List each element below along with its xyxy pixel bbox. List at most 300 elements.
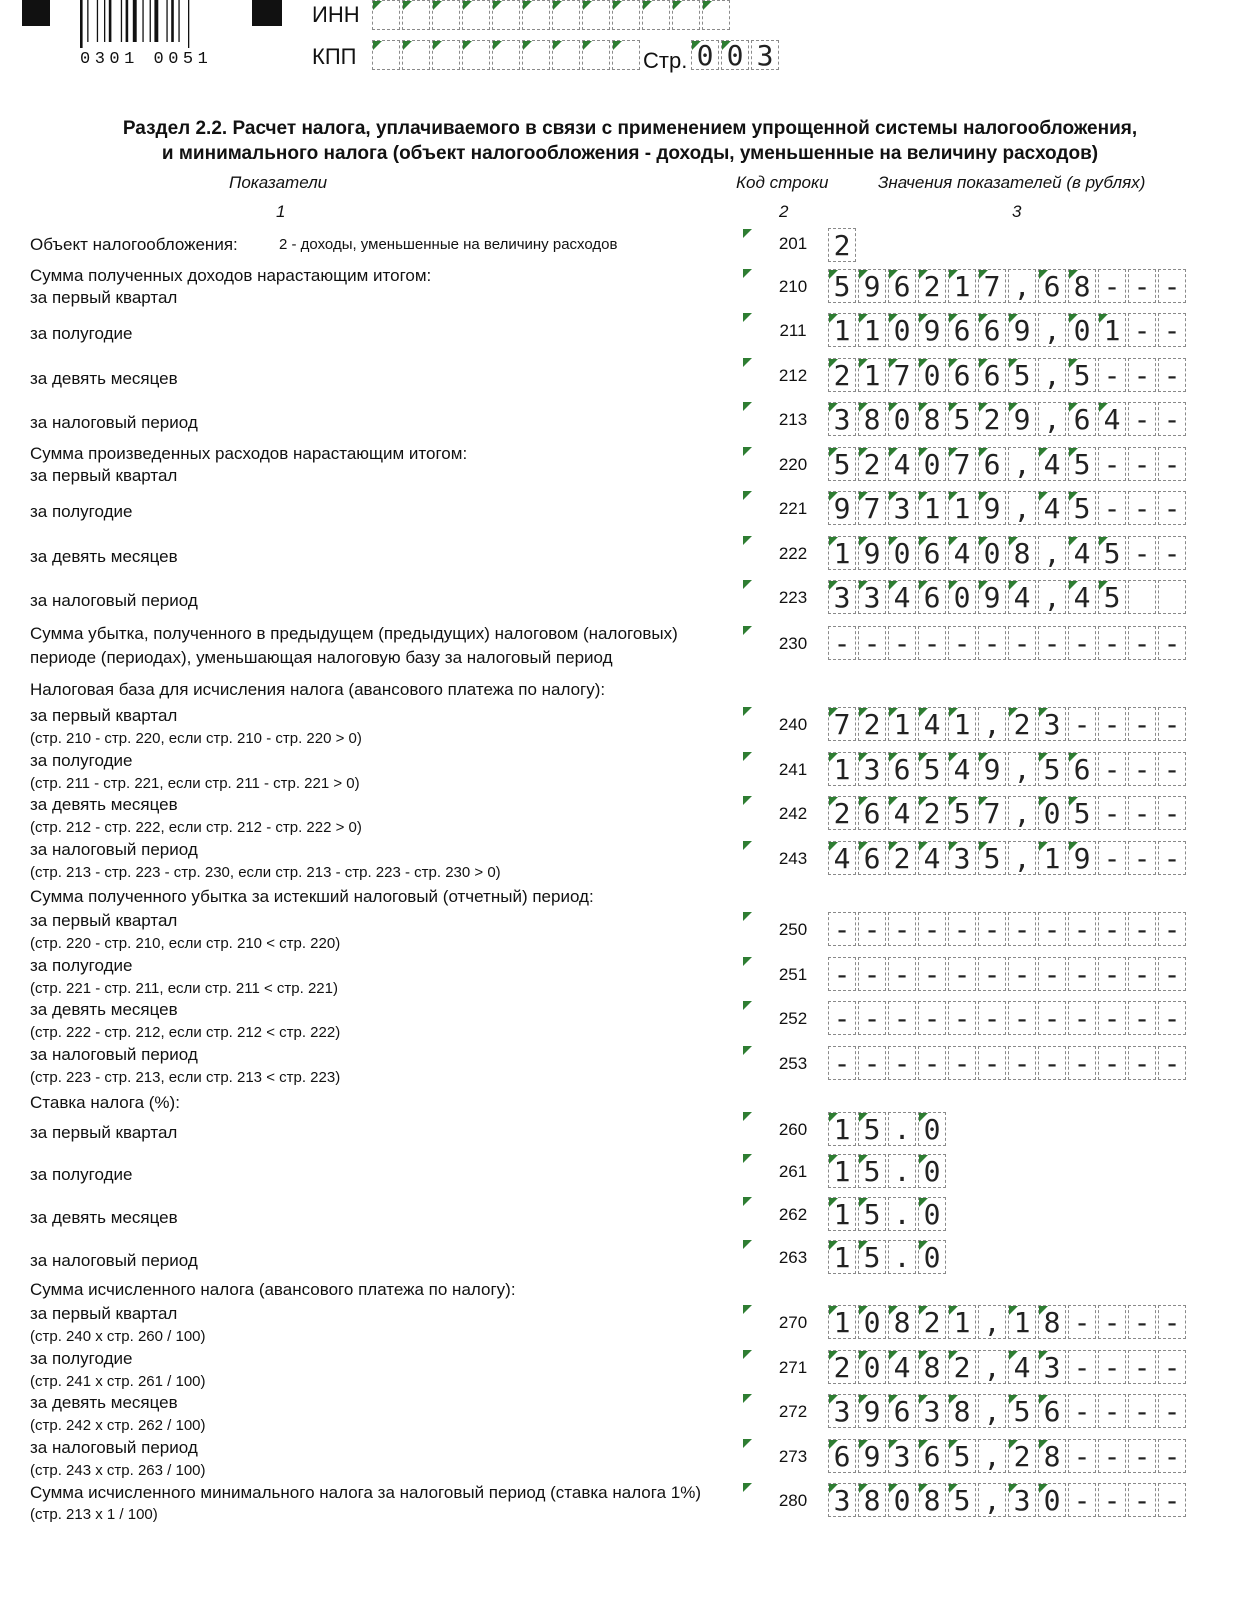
value-cell: - (1008, 957, 1036, 991)
value-cell: - (1128, 841, 1156, 875)
value-cell: 4 (1068, 536, 1096, 570)
row-code-212: 212 (778, 366, 808, 385)
field-marker (743, 1197, 752, 1206)
value-cell: - (1008, 1046, 1036, 1080)
inn-digit-cell (432, 0, 460, 30)
value-cell: 0 (918, 1197, 946, 1231)
value-cell: 8 (888, 1305, 916, 1339)
value-cell: 3 (1038, 1350, 1066, 1384)
value-cell: 0 (918, 358, 946, 392)
group-header-tax-base: Налоговая база для исчисления налога (авансового платежа по налогу): (30, 680, 606, 699)
object-value-field[interactable] (828, 228, 858, 262)
value-cell: - (1098, 1046, 1126, 1080)
row-formula-243: (стр. 213 - стр. 223 - стр. 230, если стр. 213 - стр. 223 - стр. 230 > 0) (30, 864, 501, 881)
value-cell: - (888, 626, 916, 660)
value-cell: 7 (858, 491, 886, 525)
field-marker (743, 796, 752, 805)
row-code-280: 280 (778, 1491, 808, 1510)
value-cell: - (1128, 912, 1156, 946)
value-cell: - (1098, 912, 1126, 946)
value-cell: - (1098, 1394, 1126, 1428)
value-cell: 0 (978, 536, 1006, 570)
value-field-263[interactable] (828, 1240, 948, 1274)
field-marker (743, 536, 752, 545)
value-cell: 5 (1098, 580, 1126, 614)
value-cell: 4 (918, 841, 946, 875)
row-formula-252: (стр. 222 - стр. 212, если стр. 212 < стр. 222) (30, 1024, 341, 1041)
value-cell: 0 (888, 536, 916, 570)
kpp-digit-cell (582, 40, 610, 70)
value-cell: - (1128, 957, 1156, 991)
row-label-253: за налоговый период (30, 1045, 198, 1064)
value-field-210[interactable] (828, 269, 1188, 303)
value-cell: , (1038, 402, 1066, 436)
field-marker (743, 1001, 752, 1010)
row-label-223: за налоговый период (30, 591, 198, 610)
value-cell: 8 (918, 402, 946, 436)
barcode-bar (171, 0, 174, 42)
value-cell: - (1098, 1305, 1126, 1339)
value-cell: - (1158, 447, 1186, 481)
value-cell: 2 (978, 402, 1006, 436)
value-cell: 1 (828, 752, 856, 786)
value-field-223[interactable] (828, 580, 1188, 614)
value-cell: - (978, 1001, 1006, 1035)
value-field-262[interactable] (828, 1197, 948, 1231)
value-cell: - (1128, 536, 1156, 570)
value-cell: - (828, 626, 856, 660)
value-cell: - (1128, 1046, 1156, 1080)
value-cell: 8 (1038, 1439, 1066, 1473)
value-cell: 2 (828, 1350, 856, 1384)
page-digit-cell: 3 (751, 40, 779, 70)
value-cell: 9 (978, 491, 1006, 525)
field-marker (743, 1394, 752, 1403)
row-code-250: 250 (778, 920, 808, 939)
value-cell: 8 (1008, 536, 1036, 570)
group-header-rate: Ставка налога (%): (30, 1093, 180, 1112)
value-cell: 1 (948, 1305, 976, 1339)
value-cell: 3 (1008, 1483, 1036, 1517)
value-field-240[interactable] (828, 707, 1188, 741)
value-field-221[interactable] (828, 491, 1188, 525)
value-cell: 6 (888, 1394, 916, 1428)
value-cell: 5 (1008, 358, 1036, 392)
field-marker (743, 229, 752, 238)
row-code-220: 220 (778, 455, 808, 474)
row-formula-240: (стр. 210 - стр. 220, если стр. 210 - стр. 220 > 0) (30, 730, 362, 747)
row-code-213: 213 (778, 410, 808, 429)
value-field-222[interactable] (828, 536, 1188, 570)
value-cell: - (1158, 1046, 1186, 1080)
value-cell: 5 (978, 841, 1006, 875)
value-cell: - (858, 1001, 886, 1035)
value-cell: - (1008, 626, 1036, 660)
value-cell: - (888, 1001, 916, 1035)
value-cell: - (1128, 1483, 1156, 1517)
inn-digit-cell (372, 0, 400, 30)
page-number-cells (691, 40, 781, 70)
value-cell: 2 (918, 796, 946, 830)
value-cell: 6 (978, 313, 1006, 347)
row-code-271: 271 (778, 1358, 808, 1377)
value-field-220[interactable] (828, 447, 1188, 481)
value-cell: 1 (828, 1305, 856, 1339)
registration-marker-right (252, 0, 282, 26)
value-cell: - (1068, 1001, 1096, 1035)
value-cell: - (1068, 1394, 1096, 1428)
value-cell: 5 (918, 752, 946, 786)
value-cell: 6 (1038, 1394, 1066, 1428)
value-cell: 9 (858, 269, 886, 303)
value-cell: - (1128, 313, 1156, 347)
value-field-271[interactable] (828, 1350, 1188, 1384)
value-cell (1128, 580, 1156, 614)
value-cell: 7 (888, 358, 916, 392)
inn-digit-cell (552, 0, 580, 30)
field-marker (743, 957, 752, 966)
group-header-loss: Сумма полученного убытка за истекший налоговый (отчетный) период: (30, 887, 594, 906)
value-cell: - (1158, 707, 1186, 741)
value-cell: 3 (858, 752, 886, 786)
value-cell: 7 (978, 269, 1006, 303)
value-field-230[interactable] (828, 626, 1188, 660)
row-code-221: 221 (778, 499, 808, 518)
field-marker (743, 841, 752, 850)
inn-digit-cell (702, 0, 730, 30)
value-cell: 3 (918, 1394, 946, 1428)
value-cell: 4 (1008, 580, 1036, 614)
inn-label: ИНН (312, 2, 360, 27)
value-cell: - (1128, 1001, 1156, 1035)
value-cell: - (858, 912, 886, 946)
value-cell: - (1098, 269, 1126, 303)
row-label-260: за первый квартал (30, 1123, 178, 1142)
value-field-260[interactable] (828, 1112, 948, 1146)
field-marker (743, 1112, 752, 1121)
value-cell: 1 (858, 358, 886, 392)
value-cell: - (1128, 447, 1156, 481)
value-cell: , (1038, 580, 1066, 614)
value-cell: 9 (1008, 402, 1036, 436)
field-marker (743, 1240, 752, 1249)
value-cell: 7 (828, 707, 856, 741)
value-cell: 5 (828, 269, 856, 303)
barcode-bar (80, 0, 83, 48)
value-cell: - (948, 1046, 976, 1080)
value-cell: 8 (858, 1483, 886, 1517)
value-cell: , (978, 1439, 1006, 1473)
value-cell: - (1158, 269, 1186, 303)
column-number-2: 2 (779, 202, 789, 221)
value-cell: 2 (918, 269, 946, 303)
value-field-253[interactable] (828, 1046, 1188, 1080)
value-cell: - (1128, 796, 1156, 830)
row-formula-280: (стр. 213 х 1 / 100) (30, 1506, 158, 1523)
value-cell: 4 (948, 536, 976, 570)
row-code-230: 230 (778, 634, 808, 653)
value-cell: , (1008, 491, 1036, 525)
value-cell: , (1038, 536, 1066, 570)
value-cell: - (1158, 402, 1186, 436)
value-field-251[interactable] (828, 957, 1188, 991)
value-cell: - (1068, 1046, 1096, 1080)
value-cell: - (888, 1046, 916, 1080)
row-formula-253: (стр. 223 - стр. 213, если стр. 213 < стр. 223) (30, 1069, 341, 1086)
row-formula-242: (стр. 212 - стр. 222, если стр. 212 - стр. 222 > 0) (30, 819, 362, 836)
row-code-243: 243 (778, 849, 808, 868)
value-cell: 4 (918, 707, 946, 741)
value-cell: 9 (978, 752, 1006, 786)
value-cell: 9 (828, 491, 856, 525)
value-cell: - (1158, 1394, 1186, 1428)
value-cell: - (1128, 269, 1156, 303)
value-cell: 9 (1068, 841, 1096, 875)
value-cell: - (948, 1001, 976, 1035)
value-cell: 6 (1068, 402, 1096, 436)
inn-digit-cell (492, 0, 520, 30)
inn-digit-cell (612, 0, 640, 30)
value-field-213[interactable] (828, 402, 1188, 436)
value-field-280[interactable] (828, 1483, 1188, 1517)
value-cell: 6 (948, 358, 976, 392)
column-header-code: Код строки (736, 173, 829, 192)
value-cell: 2 (948, 1350, 976, 1384)
value-cell: . (888, 1154, 916, 1188)
inn-cells (372, 0, 732, 30)
value-cell: - (918, 1001, 946, 1035)
row-formula-271: (стр. 241 х стр. 261 / 100) (30, 1373, 206, 1390)
inn-digit-cell (462, 0, 490, 30)
value-cell: 1 (828, 536, 856, 570)
value-field-252[interactable] (828, 1001, 1188, 1035)
value-cell: - (1098, 1350, 1126, 1384)
value-cell: - (1098, 841, 1126, 875)
field-marker (743, 447, 752, 456)
page-label: Стр. (643, 48, 688, 73)
value-cell: 2 (858, 707, 886, 741)
value-cell: 9 (918, 313, 946, 347)
value-cell: 4 (888, 1350, 916, 1384)
group-header-loss-prior-line1: Сумма убытка, полученного в предыдущем (предыдущих) налоговом (налоговых) (30, 624, 678, 643)
value-cell: - (1128, 358, 1156, 392)
group-header-tax: Сумма исчисленного налога (авансового платежа по налогу): (30, 1280, 516, 1299)
group-header-min-tax: Сумма исчисленного минимального налога за налоговый период (ставка налога 1%) (30, 1483, 701, 1502)
value-field-241[interactable] (828, 752, 1188, 786)
value-cell: 2 (888, 841, 916, 875)
value-cell: - (1158, 752, 1186, 786)
value-cell: 1 (828, 1112, 856, 1146)
kpp-digit-cell (432, 40, 460, 70)
value-cell: 1 (828, 313, 856, 347)
value-cell: , (1008, 269, 1036, 303)
kpp-digit-cell (552, 40, 580, 70)
value-cell: - (1128, 402, 1156, 436)
value-cell: 0 (1038, 1483, 1066, 1517)
value-cell: 0 (948, 580, 976, 614)
value-cell: - (1098, 447, 1126, 481)
row-label-261: за полугодие (30, 1165, 133, 1184)
value-cell: 6 (918, 1439, 946, 1473)
barcode-bar (154, 0, 158, 42)
value-cell: - (858, 626, 886, 660)
value-cell: - (978, 626, 1006, 660)
row-label-242: за девять месяцев (30, 795, 178, 814)
value-cell: - (1128, 626, 1156, 660)
value-cell: . (888, 1240, 916, 1274)
value-cell: . (888, 1197, 916, 1231)
row-formula-251: (стр. 221 - стр. 211, если стр. 211 < стр. 221) (30, 980, 338, 997)
value-cell: - (948, 626, 976, 660)
value-cell: , (1008, 752, 1036, 786)
value-cell: 4 (1008, 1350, 1036, 1384)
value-cell: 0 (1068, 313, 1096, 347)
row-label-221: за полугодие (30, 502, 133, 521)
value-cell: - (1068, 957, 1096, 991)
value-cell: 4 (1038, 447, 1066, 481)
inn-digit-cell (672, 0, 700, 30)
barcode-bar (109, 0, 112, 42)
value-field-272[interactable] (828, 1394, 1188, 1428)
field-marker (743, 1439, 752, 1448)
barcode (80, 0, 230, 48)
value-cell: 0 (858, 1305, 886, 1339)
value-cell: 5 (948, 796, 976, 830)
value-field-243[interactable] (828, 841, 1188, 875)
barcode-bar (188, 0, 189, 48)
page-digit-cell: 0 (691, 40, 719, 70)
value-cell: - (978, 1046, 1006, 1080)
value-cell: - (828, 1001, 856, 1035)
row-label-212: за девять месяцев (30, 369, 178, 388)
value-cell: 9 (858, 1394, 886, 1428)
value-cell: - (1158, 1305, 1186, 1339)
value-cell: 2 (828, 228, 856, 262)
value-cell: 5 (858, 1197, 886, 1231)
value-cell: 1 (828, 1240, 856, 1274)
field-marker (743, 1046, 752, 1055)
value-cell: - (978, 957, 1006, 991)
row-code-270: 270 (778, 1313, 808, 1332)
value-cell: 1 (948, 707, 976, 741)
value-cell: 2 (828, 796, 856, 830)
value-cell: 9 (1008, 313, 1036, 347)
value-cell: 6 (918, 536, 946, 570)
kpp-digit-cell (612, 40, 640, 70)
field-marker (743, 313, 752, 322)
value-cell: . (888, 1112, 916, 1146)
value-cell: - (1158, 358, 1186, 392)
value-field-273[interactable] (828, 1439, 1188, 1473)
value-cell: - (1128, 1350, 1156, 1384)
row-formula-241: (стр. 211 - стр. 221, если стр. 211 - стр. 221 > 0) (30, 775, 360, 792)
row-code-251: 251 (778, 965, 808, 984)
barcode-bar (87, 0, 88, 42)
value-cell: 8 (918, 1483, 946, 1517)
value-cell: 0 (918, 447, 946, 481)
value-cell: 6 (948, 313, 976, 347)
value-cell: - (1158, 1483, 1186, 1517)
value-cell: - (858, 957, 886, 991)
row-code-222: 222 (778, 544, 808, 563)
value-cell: - (1038, 626, 1066, 660)
inn-digit-cell (642, 0, 670, 30)
value-cell: - (948, 957, 976, 991)
column-header-values: Значения показателей (в рублях) (878, 173, 1146, 192)
value-cell: 5 (948, 1483, 976, 1517)
row-code-241: 241 (778, 760, 808, 779)
row-label-210: за первый квартал (30, 288, 178, 307)
inn-digit-cell (402, 0, 430, 30)
value-field-270[interactable] (828, 1305, 1188, 1339)
value-cell: 9 (858, 1439, 886, 1473)
inn-digit-cell (582, 0, 610, 30)
value-cell: 9 (978, 580, 1006, 614)
value-cell: - (1098, 358, 1126, 392)
value-cell: 4 (888, 796, 916, 830)
column-header-indicators: Показатели (229, 173, 328, 192)
value-cell: 5 (858, 1154, 886, 1188)
value-cell: - (1158, 1439, 1186, 1473)
row-label-220: за первый квартал (30, 466, 178, 485)
value-cell: - (1068, 1439, 1096, 1473)
value-cell: - (828, 912, 856, 946)
value-cell: 0 (888, 313, 916, 347)
value-field-261[interactable] (828, 1154, 948, 1188)
value-cell: 7 (978, 796, 1006, 830)
row-label-240: за первый квартал (30, 706, 178, 725)
value-cell: 4 (888, 580, 916, 614)
value-cell: 5 (1068, 491, 1096, 525)
value-cell: 1 (918, 491, 946, 525)
value-cell: 8 (918, 1350, 946, 1384)
kpp-digit-cell (402, 40, 430, 70)
row-code-223: 223 (778, 588, 808, 607)
value-field-211[interactable] (828, 313, 1188, 347)
row-label-211: за полугодие (30, 324, 133, 343)
value-cell: 3 (828, 1394, 856, 1428)
value-cell: 1 (948, 491, 976, 525)
value-cell: - (858, 1046, 886, 1080)
value-cell: 3 (888, 1439, 916, 1473)
value-cell: 6 (1038, 269, 1066, 303)
value-cell: , (1038, 358, 1066, 392)
kpp-cells (372, 40, 642, 70)
field-marker (743, 491, 752, 500)
value-field-250[interactable] (828, 912, 1188, 946)
value-cell: - (978, 912, 1006, 946)
row-code-261: 261 (778, 1162, 808, 1181)
section-title-line1: Раздел 2.2. Расчет налога, уплачиваемого в связи с применением упрощенной системы налогообложения, (122, 118, 1138, 139)
value-cell: 3 (888, 491, 916, 525)
value-cell: 5 (1038, 752, 1066, 786)
field-marker (743, 358, 752, 367)
value-cell: , (978, 1483, 1006, 1517)
row-label-250: за первый квартал (30, 911, 178, 930)
value-cell: - (1158, 1001, 1186, 1035)
barcode-bar (97, 0, 98, 42)
value-field-212[interactable] (828, 358, 1188, 392)
row-formula-270: (стр. 240 х стр. 260 / 100) (30, 1328, 206, 1345)
row-code-240: 240 (778, 715, 808, 734)
value-cell: - (1098, 957, 1126, 991)
row-code-273: 273 (778, 1447, 808, 1466)
barcode-bar (121, 0, 122, 42)
value-field-242[interactable] (828, 796, 1188, 830)
value-cell: 2 (828, 358, 856, 392)
value-cell: - (1128, 707, 1156, 741)
barcode-bar (142, 0, 143, 42)
